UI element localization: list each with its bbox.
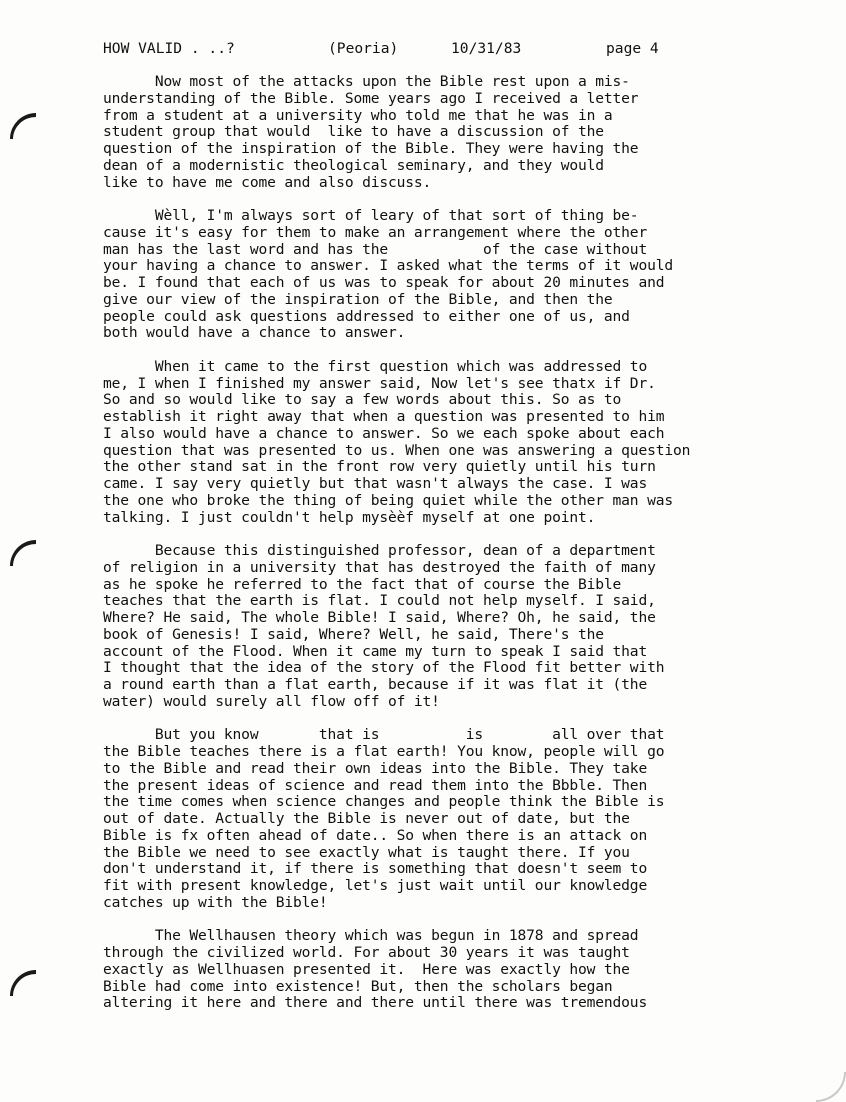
text-line: dean of a modernistic theological seminary, and they would — [103, 156, 604, 174]
body-text — [103, 74, 813, 1029]
text-line: the Bible teaches there is a flat earth! You know, people will go — [103, 743, 665, 760]
text-line: as he spoke he referred to the fact that of course the Bible — [103, 575, 622, 593]
text-line: I thought that the idea of the story of the Flood fit better with — [103, 659, 665, 677]
text-line: a round earth than a flat earth, because if it was flat it (the — [103, 676, 648, 693]
text-line: the other stand sat in the front row very quietly until his turn — [103, 458, 656, 476]
text-line: the present ideas of science and read them into the Bbble. Then — [103, 776, 648, 794]
page-corner — [816, 1072, 846, 1102]
paragraph-5 — [103, 727, 813, 911]
paragraph-2 — [103, 208, 813, 342]
header-page-number: page 4 — [606, 40, 659, 57]
text-line: like to have me come and also discuss. — [103, 173, 432, 191]
text-line: I also would have a chance to answer. So we each spoke about each — [103, 424, 665, 442]
text-line: student group that would like to have a discussion of the — [103, 123, 604, 141]
text-line: to the Bible and read their own ideas into the Bible. They take — [103, 759, 648, 777]
text-line: give our view of the inspiration of the Bible, and then the — [103, 290, 613, 308]
header-date: 10/31/83 — [451, 40, 522, 57]
text-line: fit with present knowledge, let's just wait until our knowledge — [103, 877, 648, 894]
text-line: Now most of the attacks upon the Bible rest upon a mis- — [103, 73, 630, 90]
text-line: talking. I just couldn't help mysèèf myself at one point. — [103, 508, 596, 526]
text-line: Wèll, I'm always sort of leary of that sort of thing be- — [103, 207, 639, 224]
text-line: people could ask questions addressed to either one of us, and — [103, 307, 630, 325]
text-line: your having a chance to answer. I asked what the terms of it would — [103, 257, 673, 275]
text-line: question that was presented to us. When one was answering a question — [103, 441, 691, 459]
text-line: Bible is fx often ahead of date.. So when there is an attack on — [103, 826, 648, 844]
paragraph-3 — [103, 359, 813, 527]
text-line: water) would surely all flow off of it! — [103, 692, 440, 710]
text-line: both would have a chance to answer. — [103, 324, 406, 342]
text-line: Where? He said, The whole Bible! I said, Where? Oh, he said, the — [103, 609, 656, 626]
header-location: (Peoria) — [328, 40, 399, 57]
text-line: catches up with the Bible! — [103, 893, 328, 911]
text-line: through the civilized world. For about 30 years it was taught — [103, 944, 630, 961]
text-line: me, I when I finished my answer said, Now let's see thatx if Dr. — [103, 374, 656, 392]
text-line: of religion in a university that has destroyed the faith of many — [103, 558, 656, 576]
text-line: came. I say very quietly but that wasn't always the case. I was — [103, 475, 648, 492]
text-line: The Wellhausen theory which was begun in 1878 and spread — [103, 927, 639, 945]
text-line: book of Genesis! I said, Where? Well, he said, There's the — [103, 625, 604, 643]
text-line: understanding of the Bible. Some years ago I received a letter — [103, 89, 639, 107]
text-line: out of date. Actually the Bible is never out of date, but the — [103, 810, 630, 827]
text-line: don't understand it, if there is something that doesn't seem to — [103, 860, 648, 878]
text-line: cause it's easy for them to make an arrangement where the other — [103, 223, 648, 241]
text-line: the one who broke the thing of being quiet while the other man was — [103, 491, 673, 509]
text-line: Bible had come into existence! But, then the scholars began — [103, 977, 613, 995]
text-line: man has the last word and has the of the case without — [103, 240, 648, 258]
text-line: be. I found that each of us was to speak for about 20 minutes and — [103, 274, 665, 291]
text-line: So and so would like to say a few words about this. So as to — [103, 391, 622, 409]
text-line: altering it here and there and there until there was tremendous — [103, 994, 648, 1012]
text-line: Because this distinguished professor, dean of a department — [103, 542, 656, 559]
text-line: When it came to the first question which was addressed to — [103, 357, 648, 375]
text-line: from a student at a university who told me that he was in a — [103, 106, 613, 124]
text-line: the Bible we need to see exactly what is taught there. If you — [103, 843, 630, 861]
text-line: question of the inspiration of the Bible. They were having the — [103, 140, 639, 157]
text-line: establish it right away that when a question was presented to him — [103, 408, 665, 425]
text-line: account of the Flood. When it came my turn to speak I said that — [103, 642, 648, 660]
text-line: teaches that the earth is flat. I could not help myself. I said, — [103, 592, 656, 610]
punch-hole-top — [10, 113, 36, 139]
paragraph-4 — [103, 543, 813, 711]
header-title: HOW VALID . ..? — [103, 40, 235, 57]
page-header — [103, 40, 753, 62]
paragraph-1 — [103, 74, 813, 191]
text-line: exactly as Wellhuasen presented it. Here was exactly how the — [103, 960, 630, 978]
text-line: the time comes when science changes and people think the Bible is — [103, 793, 665, 811]
punch-hole-middle — [10, 540, 36, 566]
text-line: But you know that is is all over that — [103, 726, 665, 744]
paragraph-6 — [103, 928, 813, 1012]
punch-hole-bottom — [10, 970, 36, 996]
